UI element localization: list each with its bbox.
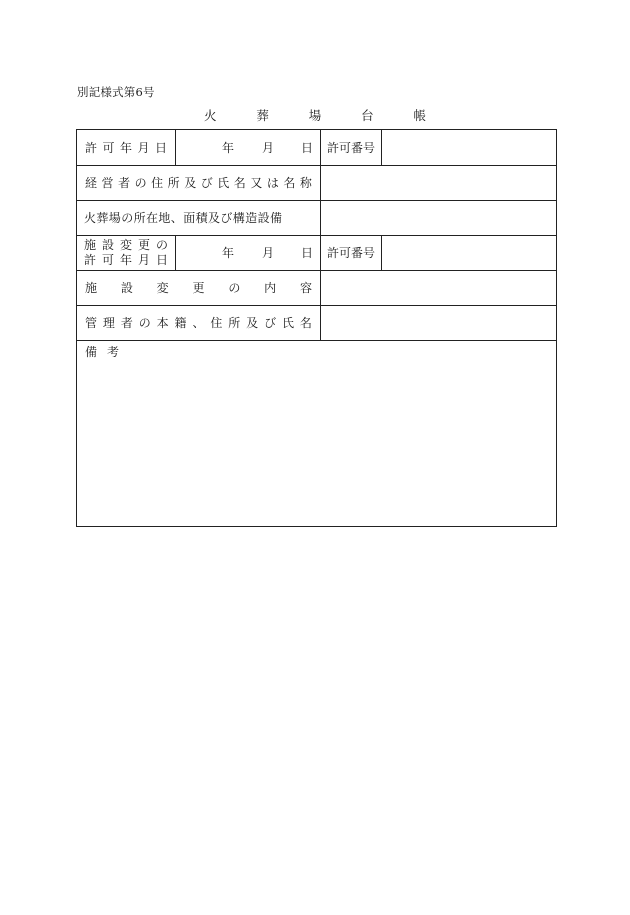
label-char: 月 [137,252,150,267]
title-char: 場 [308,108,322,123]
label-char: 変 [119,237,132,252]
label-char: 備 [85,345,98,359]
label-char: 可 [102,141,115,155]
label-char: 所 [167,176,180,190]
label-char: の [155,237,168,252]
label-char: 又 [250,176,263,190]
remarks-label [85,343,119,360]
label-char: 及 [184,176,197,190]
label-char: 年 [119,252,132,267]
title-char: 葬 [256,108,269,123]
label-char: 経 [85,176,98,190]
row-facility [77,200,556,236]
label-char: び [200,176,213,190]
label-char: 氏 [281,316,294,330]
title-char: 帳 [413,108,426,123]
label-char: 施 [85,281,98,295]
label-line [84,238,168,253]
row-change-content [77,270,556,306]
page-title [160,106,470,124]
title-char: 火 [204,108,217,123]
permit-number-field[interactable] [382,130,556,165]
label-char: 所 [228,316,241,330]
label-char: 名 [233,176,246,190]
label-char: 容 [299,281,312,295]
ledger-table [76,129,557,527]
label-char: 住 [210,316,223,330]
label-line [84,253,168,268]
year-label: 年 [221,246,234,260]
label-char: 月 [137,141,150,155]
change-content-label [77,270,321,305]
form-number: 別記様式第6号 [77,85,155,99]
day-label: 日 [300,141,313,155]
label-char: 変 [156,281,169,295]
month-label: 月 [261,141,274,155]
label-char: 名 [299,316,312,330]
label-char: 称 [299,176,312,190]
permit-date-field[interactable] [176,130,321,165]
label-char: 日 [154,141,167,155]
label-char: 籍 [174,316,187,330]
remarks-area[interactable] [77,340,556,526]
change-permit-date-field[interactable] [176,235,321,270]
day-label: 日 [300,246,313,260]
label-char: 更 [192,281,205,295]
label-char: 、 [192,316,205,330]
month-label: 月 [261,246,274,260]
row-operator [77,165,556,201]
label-char: 管 [85,316,98,330]
facility-label: 火葬場の所在地、面積及び構造設備 [77,200,321,235]
label-char: 及 [246,316,259,330]
change-permit-number-label: 許可番号 [321,235,382,270]
label-char: 本 [156,316,169,330]
label-char: 可 [101,252,114,267]
label-char: 住 [151,176,164,190]
facility-field[interactable] [321,200,556,235]
label-char: 年 [119,141,132,155]
label-char: の [228,281,241,295]
row-change-permit [77,235,556,271]
label-char: 氏 [217,176,230,190]
label-char: 考 [106,345,119,359]
label-char: 許 [84,252,97,267]
label-char: は [266,176,279,190]
permit-date-label [77,130,176,165]
title-char: 台 [361,108,374,123]
year-label: 年 [221,141,234,155]
manager-label [77,305,321,340]
row-permit-date [77,130,556,166]
row-manager [77,305,556,341]
label-char: 理 [102,316,115,330]
label-char: の [138,316,151,330]
operator-field[interactable] [321,165,556,200]
label-char: 名 [283,176,296,190]
operator-label [77,165,321,200]
label-char: 日 [155,252,168,267]
label-char: 設 [120,281,133,295]
permit-number-label: 許可番号 [321,130,382,165]
label-char: の [134,176,147,190]
change-permit-number-field[interactable] [382,235,556,270]
change-content-field[interactable] [321,270,556,305]
label-char: 許 [85,141,98,155]
label-char: 設 [101,237,114,252]
label-char: 更 [137,237,150,252]
label-char: 者 [118,176,131,190]
manager-field[interactable] [321,305,556,340]
label-char: 営 [101,176,114,190]
label-char: び [264,316,277,330]
label-char: 内 [264,281,277,295]
label-char: 施 [84,237,97,252]
change-permit-label [77,235,176,270]
label-char: 者 [120,316,133,330]
